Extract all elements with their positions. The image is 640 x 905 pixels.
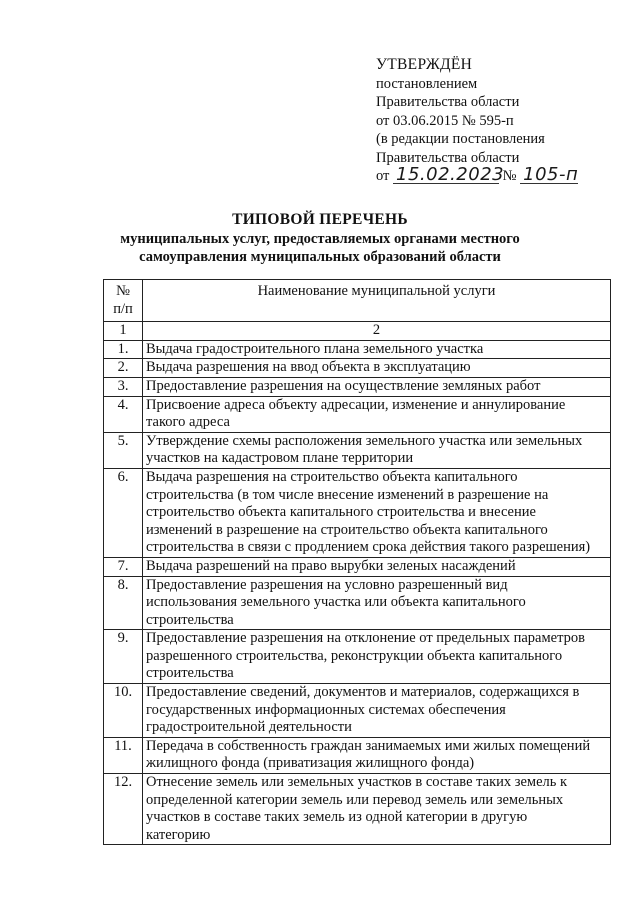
service-name-line: Предоставление разрешения на осуществление земляных работ xyxy=(146,377,541,394)
service-name-line: строительства xyxy=(146,665,234,682)
services-table xyxy=(103,279,611,845)
approval-heading: УТВЕРЖДЁН xyxy=(376,56,473,73)
document-title xyxy=(0,210,640,266)
table-row xyxy=(104,432,611,468)
service-name xyxy=(143,432,611,468)
header-num-cell xyxy=(104,280,143,322)
service-name-line: Выдача разрешения на строительство объекта капитального xyxy=(146,468,518,485)
handwritten-date: 15.02.2023 xyxy=(393,167,499,184)
service-name-line: категорию xyxy=(146,826,211,843)
row-number: 12. xyxy=(104,774,143,845)
row-number: 8. xyxy=(104,576,143,630)
row-number: 10. xyxy=(104,684,143,738)
service-name xyxy=(143,630,611,684)
table-row xyxy=(104,359,611,378)
service-name-line: градостроительной деятельности xyxy=(146,719,352,736)
service-name-line: разрешенного строительства, реконструкции объекта капитального xyxy=(146,647,563,664)
row-number: 9. xyxy=(104,630,143,684)
service-name-line: Предоставление сведений, документов и материалов, содержащихся в xyxy=(146,684,580,701)
service-name-line: использования земельного участка или объекта капитального xyxy=(146,594,526,611)
service-name xyxy=(143,557,611,576)
service-name xyxy=(143,737,611,773)
service-name-line: Выдача разрешения на ввод объекта в эксплуатацию xyxy=(146,359,471,376)
title-sub-2: самоуправления муниципальных образований области xyxy=(139,249,501,265)
service-name-line: Предоставление разрешения на условно разрешенный вид xyxy=(146,576,508,593)
approval-line-3: от 03.06.2015 № 595-п xyxy=(376,112,514,129)
table-row xyxy=(104,468,611,557)
service-name-line: Отнесение земель или земельных участков в составе таких земель к xyxy=(146,774,568,791)
approval-number-prefix: № xyxy=(502,168,517,184)
table-row xyxy=(104,737,611,773)
service-name xyxy=(143,396,611,432)
table-row xyxy=(104,630,611,684)
service-name-line: участков в составе таких земель из одной категории в другую xyxy=(146,809,528,826)
title-main: ТИПОВОЙ ПЕРЕЧЕНЬ xyxy=(232,211,408,228)
header-num-line-1: № xyxy=(116,283,130,299)
row-number: 2. xyxy=(104,359,143,378)
title-sub-1: муниципальных услуг, предоставляемых органами местного xyxy=(120,231,520,247)
service-name-line: строительства (в том числе внесение изменений в разрешение на xyxy=(146,486,549,503)
service-name xyxy=(143,359,611,378)
service-name-line: Выдача градостроительного плана земельного участка xyxy=(146,340,484,357)
row-number: 7. xyxy=(104,557,143,576)
row-number: 11. xyxy=(104,737,143,773)
table-row xyxy=(104,340,611,359)
service-name-line: строительства в связи с продлением срока действия такого разрешения) xyxy=(146,539,591,556)
service-name-line: Предоставление разрешения на отклонение от предельных параметров xyxy=(146,630,585,647)
service-name-line: Передача в собственность граждан занимаемых ими жилых помещений xyxy=(146,737,591,754)
service-name xyxy=(143,468,611,557)
table-body xyxy=(104,322,611,845)
table-row xyxy=(104,774,611,845)
service-name xyxy=(143,576,611,630)
service-name-line: Присвоение адреса объекту адресации, изменение и аннулирование xyxy=(146,396,566,413)
approval-revision-line xyxy=(376,164,626,186)
approval-line-1: постановлением xyxy=(376,75,478,92)
service-name xyxy=(143,774,611,845)
table-row xyxy=(104,684,611,738)
row-number: 4. xyxy=(104,396,143,432)
service-name-line: изменений в разрешение на строительство объекта капитального xyxy=(146,521,548,538)
column-number-row xyxy=(104,322,611,341)
approval-line-5: Правительства области xyxy=(376,149,520,166)
service-name-line: строительства xyxy=(146,611,234,628)
service-name-line: определенной категории земель или перевод земель или земельных xyxy=(146,791,564,808)
table-header-row xyxy=(104,280,611,322)
service-name-line: Утверждение схемы расположения земельного участка или земельных xyxy=(146,432,583,449)
header-num-line-2: п/п xyxy=(113,300,133,317)
table-row xyxy=(104,557,611,576)
column-number-1: 1 xyxy=(104,322,143,341)
row-number: 6. xyxy=(104,468,143,557)
table-row xyxy=(104,396,611,432)
row-number: 3. xyxy=(104,377,143,396)
approval-from-prefix: от xyxy=(376,168,390,184)
approval-line-2: Правительства области xyxy=(376,94,520,110)
service-name-line: строительство объекта капитального строительства и внесение xyxy=(146,504,536,521)
approval-stamp xyxy=(376,56,626,186)
column-number-2: 2 xyxy=(143,322,611,341)
service-name-line: государственных информационных системах обеспечения xyxy=(146,701,506,718)
service-name-line: такого адреса xyxy=(146,414,230,431)
row-number: 5. xyxy=(104,432,143,468)
service-name-line: участков на кадастровом плане территории xyxy=(146,450,414,467)
handwritten-number: 105-п xyxy=(520,167,578,184)
header-name-cell: Наименование муниципальной услуги xyxy=(143,280,611,322)
approval-line-4: (в редакции постановления xyxy=(376,131,545,147)
service-name xyxy=(143,340,611,359)
service-name xyxy=(143,684,611,738)
row-number: 1. xyxy=(104,340,143,359)
table-row xyxy=(104,576,611,630)
service-name-line: жилищного фонда (приватизация жилищного фонда) xyxy=(146,755,475,772)
service-name xyxy=(143,377,611,396)
table-row xyxy=(104,377,611,396)
service-name-line: Выдача разрешений на право вырубки зеленых насаждений xyxy=(146,557,516,574)
